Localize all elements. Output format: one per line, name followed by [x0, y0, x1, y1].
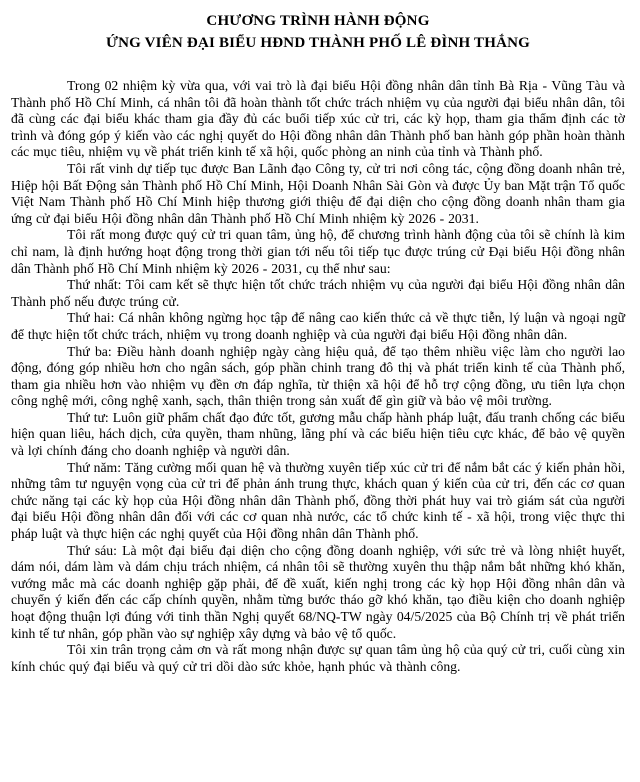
paragraph-intro-3: Tôi rất mong được quý cử tri quan tâm, ủng hộ, để chương trình hành động của tôi sẽ chính là kim chỉ nam, là định hướng hoạt động trong thời gian tới nếu tôi tiếp tục được trúng cử Đại biểu Hội đồng nhân dân Thành phố Hồ Chí Minh nhiệm kỳ 2026 - 2031, cụ thể như sau:: [11, 227, 625, 276]
paragraph-intro-1: Trong 02 nhiệm kỳ vừa qua, với vai trò là đại biểu Hội đồng nhân dân tỉnh Bà Rịa - Vũng Tàu và Thành phố Hồ Chí Minh, cá nhân tôi đã hoàn thành tốt chức trách nhiệm vụ của người đại biểu nhân dân, tôi đã cùng các đại biểu khác tham gia đầy đủ các buổi tiếp xúc cử tri, các kỳ họp, tham gia thẩm định các tờ trình và đóng góp ý kiến vào các nghị quyết do Hội đồng nhân dân Thành phố ban hành góp phần hoàn thành các mục tiêu, nhiệm vụ về phát triển kinh tế xã hội, quốc phòng an ninh của tỉnh và Thành phố.: [11, 78, 625, 160]
paragraph-point-1: Thứ nhất: Tôi cam kết sẽ thực hiện tốt chức trách nhiệm vụ của người đại biểu Hội đồng nhân dân Thành phố nếu được trúng cử.: [11, 277, 625, 309]
paragraph-point-3: Thứ ba: Điều hành doanh nghiệp ngày càng hiệu quả, để tạo thêm nhiều việc làm cho người lao động, đóng góp nhiều hơn cho ngân sách, góp phần chinh trang đô thị và phát triển kinh tế của Thành phố, tham gia nhiều hơn vào nhiệm vụ đền ơn đáp nghĩa, từ thiện xã hội để hỗ trợ cộng đồng, ưu tiên lựa chọn công nghệ mới, công nghệ xanh, sạch, thân thiện trong sản xuất để gìn giữ và bảo vệ môi trường.: [11, 343, 625, 409]
paragraph-intro-2: Tôi rất vinh dự tiếp tục được Ban Lãnh đạo Công ty, cử tri nơi công tác, cộng đồng doanh nhân trẻ, Hiệp hội Bất Động sản Thành phố Hồ Chí Minh, Hội Doanh Nhân Sài Gòn và được Ủy ban Mặt trận Tổ quốc Việt Nam Thành phố Hồ Chí Minh hiệp thương giới thiệu để đại diện cho cộng đồng doanh nhân tham gia ứng cử đại biểu Hội đồng nhân dân Thành phố Hồ Chí Minh nhiệm kỳ 2026 - 2031.: [11, 160, 625, 226]
document-title: [11, 10, 625, 54]
title-line-1: CHƯƠNG TRÌNH HÀNH ĐỘNG: [206, 13, 430, 29]
paragraph-point-4: Thứ tư: Luôn giữ phẩm chất đạo đức tốt, gương mẫu chấp hành pháp luật, đấu tranh chống các biểu hiện quan liêu, hách dịch, cửa quyền, tham nhũng, lãng phí và các biểu hiện tiêu cực khác, để bảo vệ quyền và lợi chính đáng cho doanh nghiệp và người dân.: [11, 409, 625, 459]
title-line-2: ỨNG VIÊN ĐẠI BIỂU HĐND THÀNH PHỐ LÊ ĐÌNH THẮNG: [105, 35, 531, 51]
paragraph-point-2: Thứ hai: Cá nhân không ngừng học tập để nâng cao kiến thức cả về thực tiễn, lý luận và ngoại ngữ để thực hiện tốt chức trách, nhiệm vụ trong doanh nghiệp và của người đại biểu Hội đồng nhân dân.: [11, 310, 625, 342]
paragraph-point-5: Thứ năm: Tăng cường mối quan hệ và thường xuyên tiếp xúc cử tri để nắm bắt các ý kiến phản hồi, những tâm tư nguyện vọng của cử tri để phản ánh trung thực, khách quan ý kiến của cử tri, đến các cơ quan chức năng tại các kỳ họp của Hội đồng nhân dân Thành phố, đồng thời phát huy vai trò giám sát của người đại biểu Hội đồng nhân dân đối với các cơ quan nhà nước, các tổ chức kinh tế - xã hội, trong việc thực thi pháp luật và thực hiện các nghị quyết của Hội đồng nhân dân Thành phố.: [11, 459, 625, 542]
paragraph-closing: Tôi xin trân trọng cảm ơn và rất mong nhận được sự quan tâm ủng hộ của quý cử tri, cuối cùng xin kính chúc quý đại biểu và quý cử tri dồi dào sức khỏe, hạnh phúc và thành công.: [11, 642, 625, 674]
document-body: [11, 78, 625, 675]
paragraph-point-6: Thứ sáu: Là một đại biểu đại diện cho cộng đồng doanh nghiệp, với sức trẻ và lòng nhiệt huyết, dám nói, dám làm và dám chịu trách nhiệm, cá nhân tôi sẽ thường xuyên thu thập nắm bắt những khó khăn, vướng mắc mà các doanh nghiệp gặp phải, để đề xuất, kiến nghị trong các kỳ họp Hội đồng nhân dân và chuyển ý kiến đến các cấp chính quyền, nhằm từng bước tháo gỡ khó khăn, tạo điều kiện cho doanh nghiệp hoạt động thuận lợi đúng với tinh thần Nghị quyết 68/NQ-TW ngày 04/5/2025 của Bộ Chính trị về phát triển kinh tế tư nhân, góp phần vào sự nghiệp xây dựng và bảo vệ tổ quốc.: [11, 542, 625, 641]
